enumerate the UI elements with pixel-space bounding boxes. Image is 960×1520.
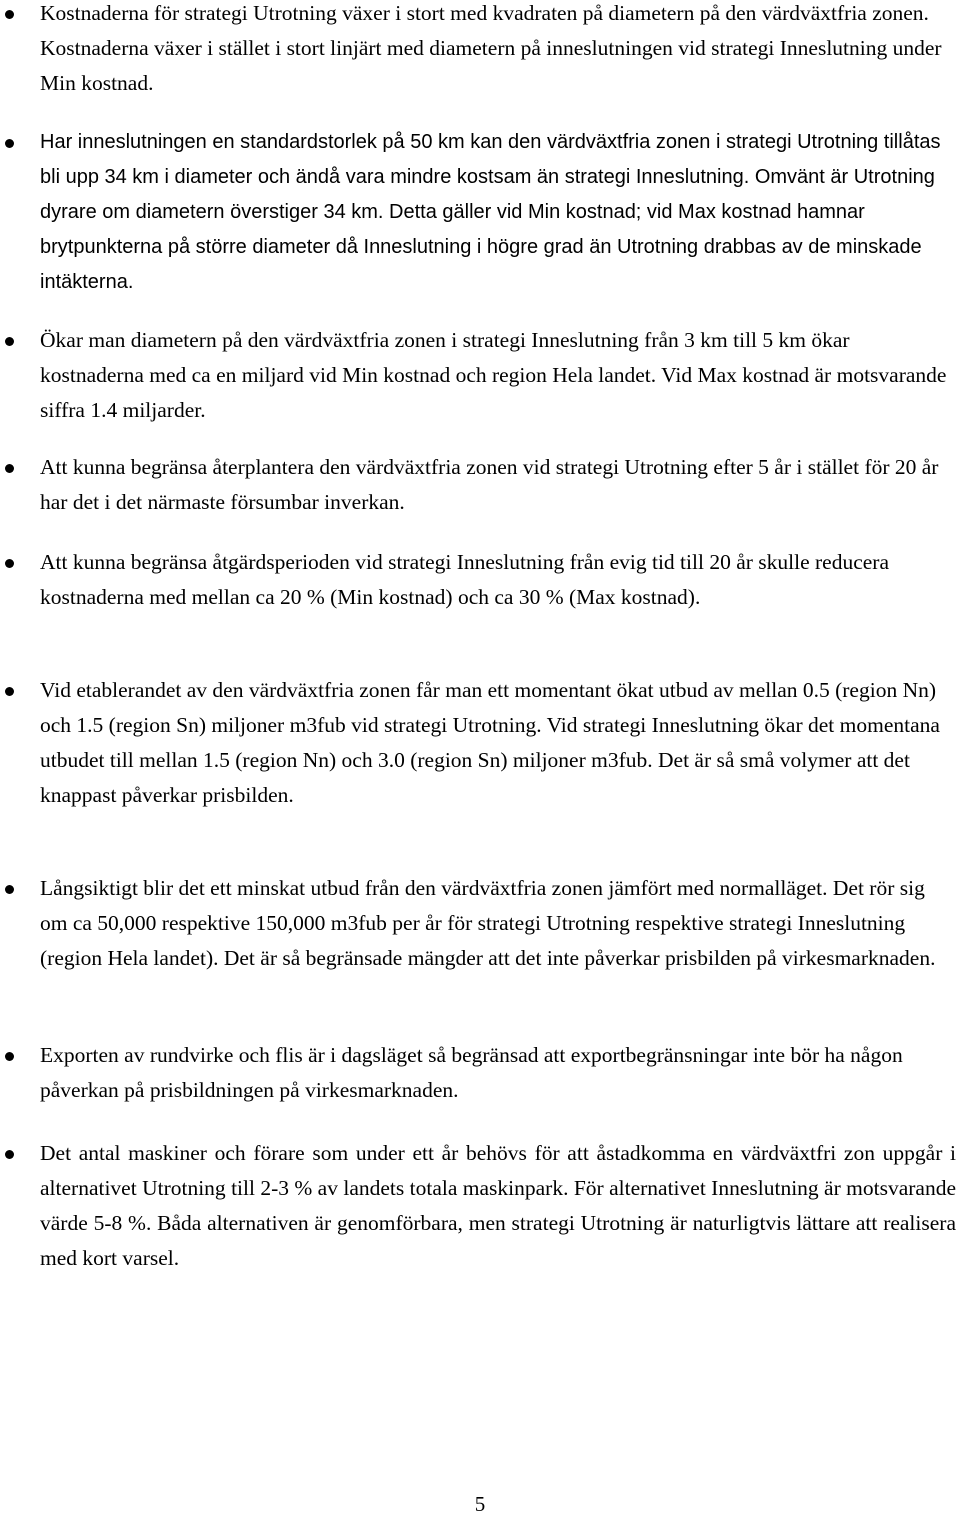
bullet-icon (5, 337, 14, 346)
bullet-text: Kostnaderna för strategi Utrotning växer i stort med kvadraten på diametern på den värdväxtfria zonen. Kostnaderna växer i stället i stort linjärt med diametern på inneslutningen vid strategi Inneslutning under Min kostnad. (40, 1, 942, 95)
bullet-icon (5, 885, 14, 894)
bullet-icon (5, 139, 14, 148)
bullet-icon (5, 1052, 14, 1061)
bullet-icon (5, 687, 14, 696)
bullet-text: Långsiktigt blir det ett minskat utbud från den värdväxtfria zonen jämfört med normalläget. Det rör sig om ca 50,000 respektive 150,000 m3fub per år för strategi Utrotning respektive strategi Inneslutning (region Hela landet). Det är så begränsade mängder att det inte påverkar prisbilden på virkesmarknaden. (40, 876, 936, 970)
bullet-text: Vid etablerandet av den värdväxtfria zonen får man ett momentant ökat utbud av mellan 0.5 (region Nn) och 1.5 (region Sn) miljoner m3fub vid strategi Utrotning. Vid strategi Inneslutning ökar det momentana utbudet till mellan 1.5 (region Nn) och 3.0 (region Sn) miljoner m3fub. Det är så små volymer att det knappast påverkar prisbilden. (40, 678, 940, 807)
bullet-text: Att kunna begränsa åtgärdsperioden vid strategi Inneslutning från evig tid till 20 år skulle reducera kostnaderna med mellan ca 20 % (Min kostnad) och ca 30 % (Max kostnad). (40, 550, 889, 609)
bullet-text: Det antal maskiner och förare som under ett år behövs för att åstadkomma en värdväxtfri zon uppgår i alternativet Utrotning till 2-3 % av landets totala maskinpark. För alternativet Inneslutning är motsvarande värde 5-8 %. Båda alternativen är genomförbara, men strategi Utrotning är naturligtvis lättare att realisera med kort varsel. (40, 1141, 956, 1270)
bullet-icon (5, 464, 14, 473)
bullet-text: Att kunna begränsa återplantera den värdväxtfria zonen vid strategi Utrotning efter 5 år i stället för 20 år har det i det närmaste försumbar inverkan. (40, 455, 939, 514)
bullet-icon (5, 1150, 14, 1159)
bullet-text: Exporten av rundvirke och flis är i dagsläget så begränsad att exportbegränsningar inte bör ha någon påverkan på prisbildningen på virkesmarknaden. (40, 1043, 903, 1102)
page-number: 5 (474, 1492, 486, 1516)
bullet-icon (5, 559, 14, 568)
bullet-text: Har inneslutningen en standardstorlek på 50 km kan den värdväxtfria zonen i strategi Utrotning tillåtas bli upp 34 km i diameter och ändå vara mindre kostsam än strategi Inneslutning. Omvänt är Utrotning dyrare om diametern överstiger 34 km. Detta gäller vid Min kostnad; vid Max kostnad hamnar brytpunkterna på större diameter då Inneslutning i högre grad än Utrotning drabbas av de minskade intäkterna. (40, 131, 941, 293)
bullet-text: Ökar man diametern på den värdväxtfria zonen i strategi Inneslutning från 3 km till 5 km ökar kostnaderna med ca en miljard vid Min kostnad och region Hela landet. Vid Max kostnad är motsvarande siffra 1.4 miljarder. (40, 328, 947, 422)
bullet-icon (5, 10, 14, 19)
